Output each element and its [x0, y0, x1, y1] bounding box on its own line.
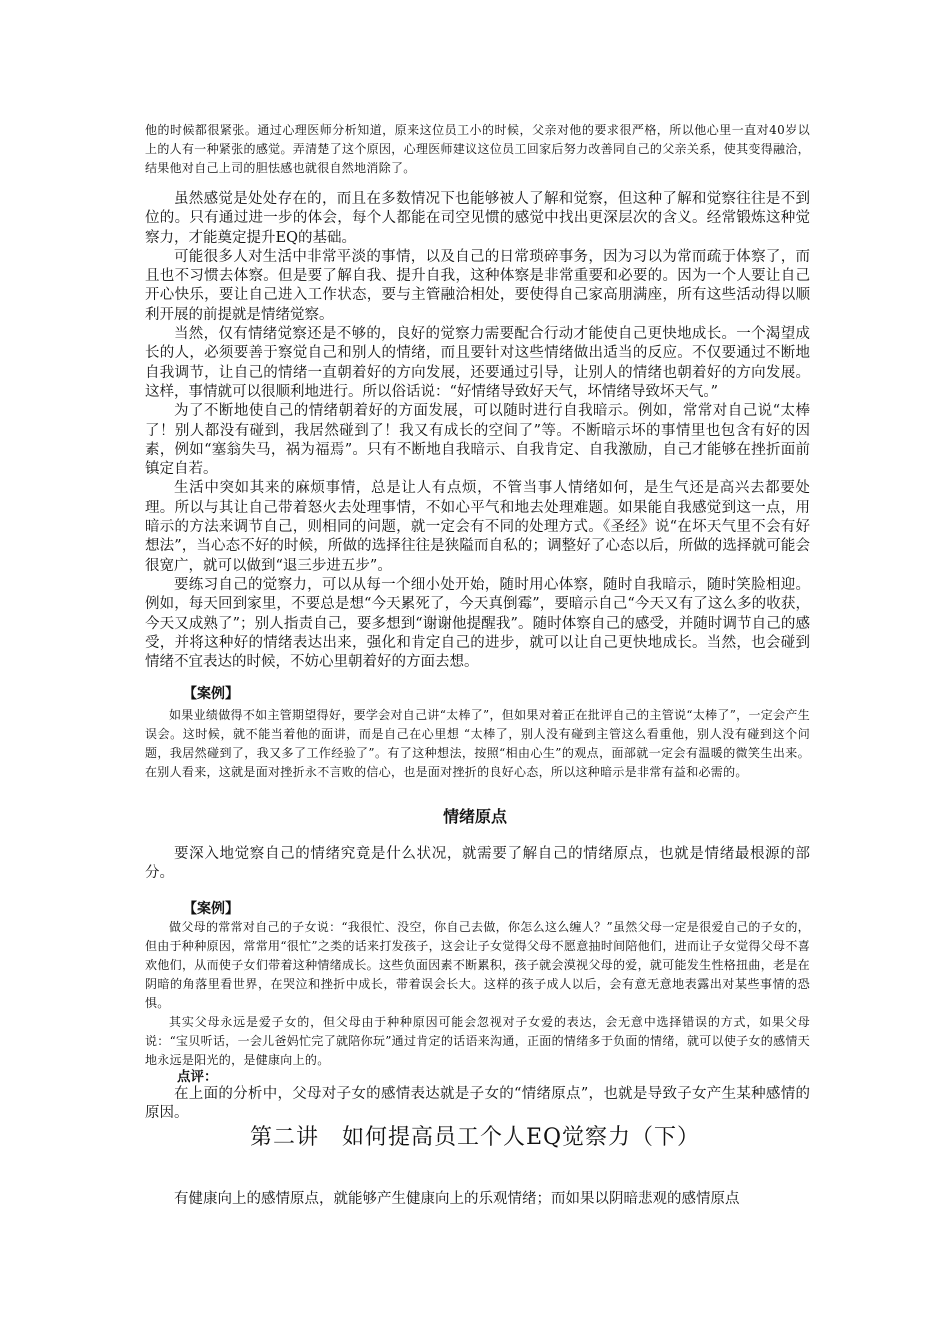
case-2-label: 【案例】: [183, 901, 239, 917]
case-2-paragraph-1: 做父母的常常对自己的子女说：“我很忙、没空，你自己去做，你怎么这么缠人？”虽然父母一定是很爱自己的子女的，但由于种种原因，常常用“很忙”之类的话来打发孩子，这会让子女觉得父母不愿意抽时间陪他们，进而让子女觉得父母不喜欢他们，从而使子女们带着这种情绪成长。这些负面因素不断累积，孩子就会漠视父母的爱，就可能发生性格扭曲，老是在阴暗的角落里看世界，在哭泣和挫折中成长，带着误会长大。这样的孩子成人以后，会有意无意地表露出对某些事情的恐惧。: [145, 920, 810, 1010]
main-text-block: [145, 190, 810, 672]
main-paragraph-6: 要练习自己的觉察力，可以从每一个细小处开始，随时用心体察，随时自我暗示，随时笑脸相迎。例如，每天回到家里，不要总是想“今天累死了，今天真倒霉”，要暗示自己“今天又有了这么多的收获，今天又成熟了”；别人指责自己，要多想到“谢谢他提醒我”。随时体察自己的感受，并随时调节自己的感受，并将这种好的情绪表达出来，强化和肯定自己的进步，就可以让自己更快地成长。当然，也会碰到情绪不宜表达的时候，不妨心里朝着好的方面去想。: [145, 576, 810, 671]
main-paragraph-4: 为了不断地使自己的情绪朝着好的方面发展，可以随时进行自我暗示。例如，常常对自己说“太棒了！别人都没有碰到，我居然碰到了！我又有成长的空间了”等。不断暗示坏的事情里也包含有好的因素，例如“塞翁失马，祸为福焉”。只有不断地自我暗示、自我肯定、自我激励，自己才能够在挫折面前镇定自若。: [145, 403, 810, 478]
main-paragraph-2: 可能很多人对生活中非常平淡的事情，以及自己的日常琐碎事务，因为习以为常而疏于体察了，而且也不习惯去体察。但是要了解自我、提升自我，这种体察是非常重要和必要的。因为一个人要让自己开心快乐，要让自己进入工作状态，要与主管融洽相处，要使得自己家高朋满座，所有这些活动得以顺利开展的前提就是情绪觉察。: [145, 248, 810, 323]
case-2-block: [145, 898, 810, 1070]
chapter-title: 第二讲 如何提高员工个人EQ觉察力（下）: [249, 1125, 701, 1150]
main-paragraph-5: 生活中突如其来的麻烦事情，总是让人有点烦，不管当事人情绪如何，是生气还是高兴去都要处理。所以与其让自己带着怒火去处理事情，不如心平气和地去处理难题。如果能自我感觉到这一点，用暗示的方法来调节自己，则相同的问题，就一定会有不同的处理方式。《圣经》说“在坏天气里不会有好想法”，当心态不好的时候，所做的选择往往是狭隘而自私的；调整好了心态以后，所做的选择就可能会很宽广，就可以做到“退三步进五步”。: [145, 480, 810, 574]
case-1-text: 如果业绩做得不如主管期望得好，要学会对自己讲“太棒了”，但如果对着正在批评自己的主管说“太棒了”，一定会产生误会。这时候，就不能当着他的面讲，而是自己在心里想 “太棒了，别人没有碰到主管这么看重他，别人没有碰到这个问题，我居然碰到了，我又多了工作经验了”。有了这种想法，按照“相由心生”的观点，面部就一定会有温暖的微笑生出来。在别人看来，这就是面对挫折永不言败的信心，也是面对挫折的良好心态，所以这种暗示是非常有益和必需的。: [145, 708, 810, 779]
top-paragraph: 他的时候都很紧张。通过心理医师分析知道，原来这位员工小的时候，父亲对他的要求很严格，所以他心里一直对40岁以上的人有一种紧张的感觉。弄清楚了这个原因，心理医师建议这位员工回家后努力改善同自己的父亲关系，使其变得融洽，结果他对自己上司的胆怯感也就很自然地消除了。: [145, 123, 810, 175]
main-paragraph-1: 虽然感觉是处处存在的，而且在多数情况下也能够被人了解和觉察，但这种了解和觉察往往是不到位的。只有通过进一步的体会，每个人都能在司空见惯的感觉中找出更深层次的含义。经常锻炼这种觉察力，才能奠定提升EQ的基础。: [145, 191, 810, 246]
case-1-label: 【案例】: [183, 686, 239, 702]
main-paragraph-3: 当然，仅有情绪觉察还是不够的，良好的觉察力需要配合行动才能使自己更快地成长。一个渴望成长的人，必须要善于察觉自己和别人的情绪，而且要针对这些情绪做出适当的反应。不仅要通过不断地自我调节，让自己的情绪一直朝着好的方向发展，还要通过引导，让别人的情绪也朝着好的方向发展。这样，事情就可以很顺利地进行。所以俗话说：“好情绪导致好天气，坏情绪导致坏天气。”: [145, 326, 810, 400]
closing-block: [145, 1190, 810, 1209]
comment-block: [145, 1065, 810, 1124]
section-title: 情绪原点: [442, 807, 507, 826]
section-intro-block: [145, 845, 810, 884]
comment-label: 点评：: [177, 1069, 218, 1085]
top-paragraph-block: [145, 121, 810, 178]
case-1-block: [145, 683, 810, 782]
case-2-paragraph-2: 其实父母永远是爱子女的，但父母由于种种原因可能会忽视对子女爱的表达，会无意中选择错误的方式，如果父母说：“宝贝听话，一会儿爸妈忙完了就陪你玩”通过肯定的话语来沟通，正面的情绪多于负面的情绪，就可以使子女的感情天地永远是阳光的，是健康向上的。: [145, 1015, 810, 1067]
section-intro: 要深入地觉察自己的情绪究竟是什么状况，就需要了解自己的情绪原点，也就是情绪最根源的部分。: [145, 846, 810, 882]
comment-text: 在上面的分析中，父母对子女的感情表达就是子女的“情绪原点”，也就是导致子女产生某种感情的原因。: [145, 1086, 810, 1122]
closing-line: 有健康向上的感情原点，就能够产生健康向上的乐观情绪；而如果以阴暗悲观的感情原点: [174, 1191, 740, 1207]
